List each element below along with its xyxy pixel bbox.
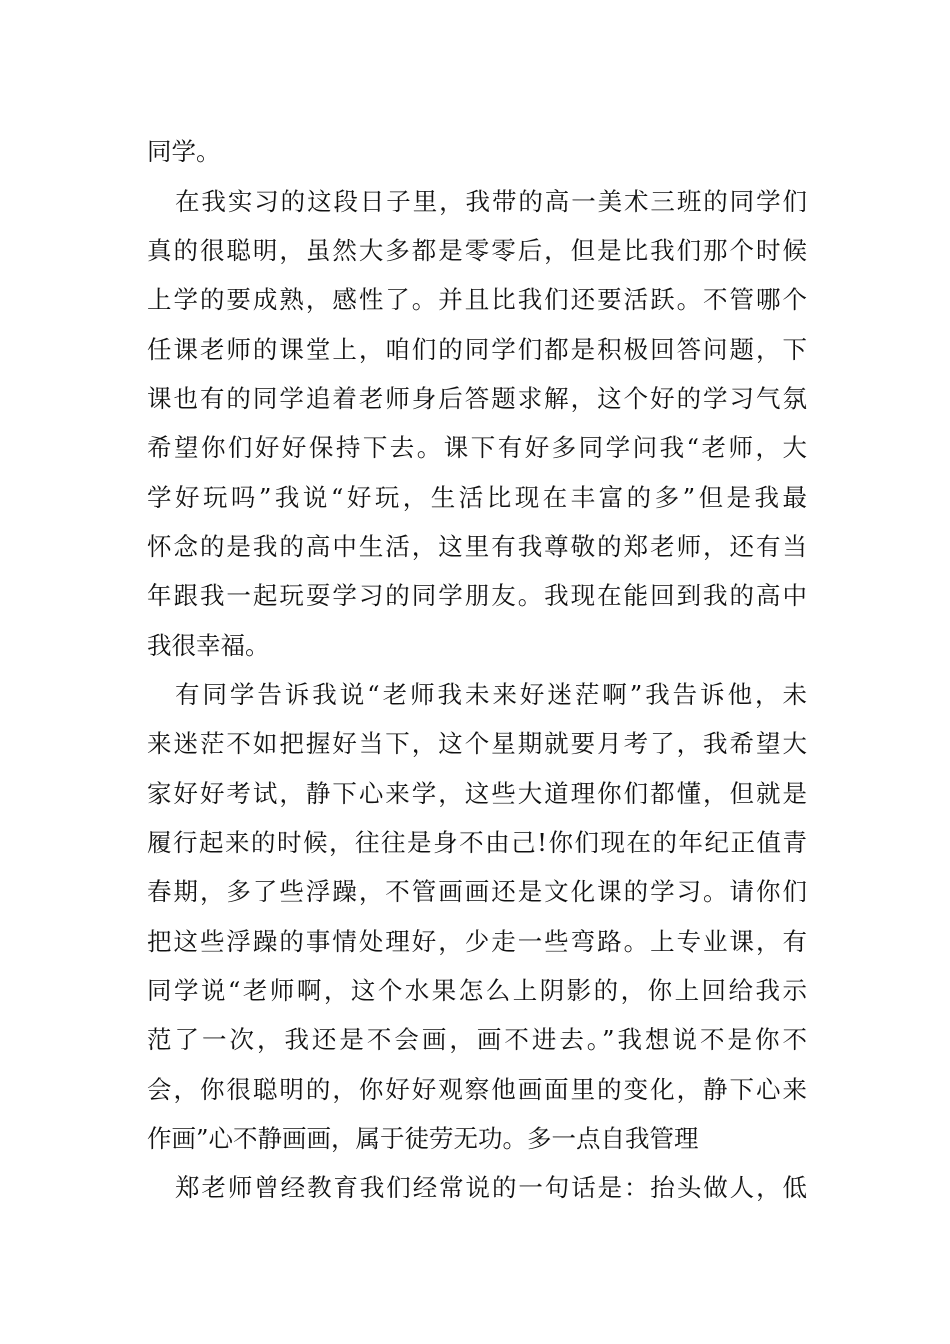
text-line: 我很幸福。 [147,631,270,660]
text-line: 上学的要成熟，感性了。并且比我们还要活跃。不管哪个 [147,285,807,314]
text-line: 学好玩吗”我说“好玩，生活比现在丰富的多”但是我最 [147,483,807,512]
text-line: 同学说“老师啊，这个水果怎么上阴影的，你上回给我示 [147,976,807,1005]
text-line: 有同学告诉我说“老师我未来好迷茫啊”我告诉他，未 [175,680,807,709]
text-line: 作画”心不静画画，属于徒劳无功。多一点自我管理 [147,1124,699,1153]
text-line: 把这些浮躁的事情处理好，少走一些弯路。上专业课，有 [147,927,807,956]
text-line: 课也有的同学追着老师身后答题求解，这个好的学习气氛 [147,384,807,413]
text-line: 任课老师的课堂上，咱们的同学们都是积极回答问题，下 [147,335,807,364]
text-line: 春期，多了些浮躁，不管画画还是文化课的学习。请你们 [147,877,807,906]
text-line: 同学。 [147,137,221,166]
text-line: 希望你们好好保持下去。课下有好多同学问我“老师，大 [147,433,807,462]
text-line: 怀念的是我的高中生活，这里有我尊敬的郑老师，还有当 [147,532,807,561]
text-line: 来迷茫不如把握好当下，这个星期就要月考了，我希望大 [147,729,807,758]
text-line: 真的很聪明，虽然大多都是零零后，但是比我们那个时候 [147,236,807,265]
text-line: 会，你很聪明的，你好好观察他画面里的变化，静下心来 [147,1075,807,1104]
text-line: 年跟我一起玩耍学习的同学朋友。我现在能回到我的高中 [147,581,807,610]
text-line: 郑老师曾经教育我们经常说的一句话是：抬头做人，低 [175,1173,807,1202]
text-line: 范了一次，我还是不会画，画不进去。”我想说不是你不 [147,1025,807,1054]
text-line: 家好好考试，静下心来学，这些大道理你们都懂，但就是 [147,779,807,808]
text-line: 在我实习的这段日子里，我带的高一美术三班的同学们 [175,187,807,216]
text-line: 履行起来的时候，往往是身不由己!你们现在的年纪正值青 [147,828,807,857]
